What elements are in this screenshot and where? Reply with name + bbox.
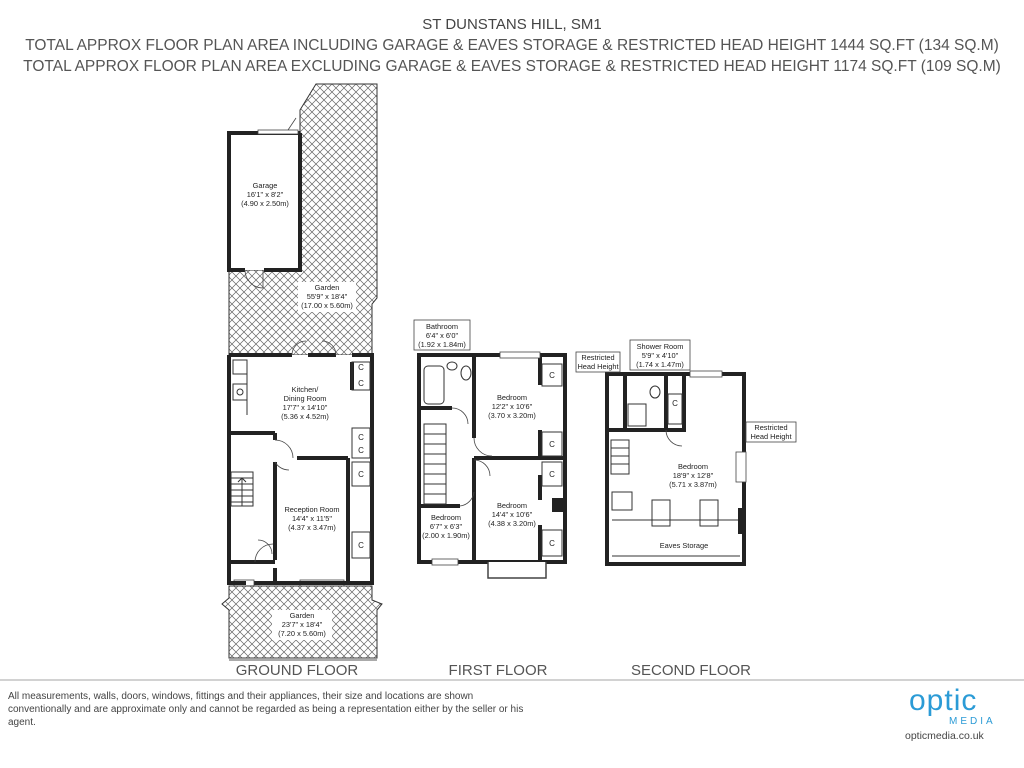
- bedroom1-metric: (3.70 x 3.20m): [488, 411, 536, 420]
- restricted2-line2: Head Height: [750, 432, 792, 441]
- bedroom2-imperial: 14'4" x 10'6": [491, 510, 533, 519]
- restricted1-line2: Head Height: [577, 362, 619, 371]
- shower-metric: (1.74 x 1.47m): [636, 360, 684, 369]
- shower-name: Shower Room: [636, 342, 684, 351]
- eaves-name: Eaves Storage: [659, 541, 709, 550]
- plan-title: ST DUNSTANS HILL, SM1: [422, 16, 602, 33]
- garage-imperial: 16'1" x 8'2": [246, 190, 284, 199]
- bathroom-metric: (1.92 x 1.84m): [418, 340, 466, 349]
- garage-name: Garage: [252, 181, 278, 190]
- kitchen-name-2: Dining Room: [283, 394, 327, 403]
- front-garden-metric: (7.20 x 5.60m): [278, 629, 326, 638]
- ground-floor: [222, 84, 382, 679]
- cupboard-label: C: [549, 470, 555, 479]
- cupboard-label: C: [549, 539, 555, 548]
- first-floor-label: FIRST FLOOR: [448, 662, 548, 679]
- bathroom-imperial: 6'4" x 6'0": [425, 331, 459, 340]
- cupboard-label: C: [358, 433, 364, 442]
- cupboard-label: C: [549, 371, 555, 380]
- rear-garden-name: Garden: [314, 283, 340, 292]
- kitchen-name-1: Kitchen/: [291, 385, 319, 394]
- reception-imperial: 14'4" x 11'5": [292, 514, 332, 523]
- front-garden-imperial: 23'7" x 18'4": [281, 620, 323, 629]
- bedroom1-name: Bedroom: [497, 393, 527, 402]
- bedroom2-metric: (4.38 x 3.20m): [488, 519, 536, 528]
- rear-garden-metric: (17.00 x 5.60m): [301, 301, 353, 310]
- disclaimer-text: All measurements, walls, doors, windows, fittings and their appliances, their size and locations are shown conventionally and are approximate only and cannot be regarded as being a representation either by the seller or his agent.: [8, 691, 524, 728]
- cupboard-label: C: [672, 399, 678, 408]
- optic-media-logo: [905, 684, 1015, 744]
- logo-sub-text: MEDIA: [949, 716, 996, 727]
- ground-floor-label: GROUND FLOOR: [235, 662, 359, 679]
- cupboard-label: C: [358, 363, 364, 372]
- first-floor: [414, 320, 565, 679]
- reception-metric: (4.37 x 3.47m): [288, 523, 336, 532]
- cupboard-label: C: [549, 440, 555, 449]
- second-floor: [576, 340, 796, 679]
- cupboard-label: C: [358, 379, 364, 388]
- bedroom4-name: Bedroom: [678, 462, 708, 471]
- cupboard-label: C: [358, 446, 364, 455]
- second-floor-label: SECOND FLOOR: [630, 662, 752, 679]
- garage-metric: (4.90 x 2.50m): [241, 199, 289, 208]
- bathroom-name: Bathroom: [425, 322, 459, 331]
- bedroom3-name: Bedroom: [431, 513, 461, 522]
- rear-garden-imperial: 55'9" x 18'4": [306, 292, 348, 301]
- logo-url-text: opticmedia.co.uk: [905, 730, 984, 742]
- restricted2-line1: Restricted: [754, 423, 788, 432]
- bedroom4-metric: (5.71 x 3.87m): [669, 480, 717, 489]
- bedroom3-metric: (2.00 x 1.90m): [422, 531, 470, 540]
- area-excluding: TOTAL APPROX FLOOR PLAN AREA EXCLUDING GARAGE & EAVES STORAGE & RESTRICTED HEAD HEIGHT 1174 SQ.FT (109 SQ.M): [23, 58, 1001, 75]
- cupboard-label: C: [358, 470, 364, 479]
- bedroom3-imperial: 6'7" x 6'3": [429, 522, 463, 531]
- bedroom1-imperial: 12'2" x 10'6": [491, 402, 533, 411]
- cupboard-label: C: [358, 541, 364, 550]
- front-garden-name: Garden: [289, 611, 315, 620]
- kitchen-metric: (5.36 x 4.52m): [281, 412, 329, 421]
- restricted1-line1: Restricted: [581, 353, 615, 362]
- kitchen-imperial: 17'7" x 14'10": [282, 403, 328, 412]
- bedroom4-imperial: 18'9" x 12'8": [672, 471, 714, 480]
- shower-imperial: 5'9" x 4'10": [641, 351, 679, 360]
- area-including: TOTAL APPROX FLOOR PLAN AREA INCLUDING GARAGE & EAVES STORAGE & RESTRICTED HEAD HEIGHT 1444 SQ.FT (134 SQ.M): [25, 37, 999, 54]
- reception-name: Reception Room: [284, 505, 340, 514]
- bedroom2-name: Bedroom: [497, 501, 527, 510]
- logo-main-text: optic: [909, 684, 978, 717]
